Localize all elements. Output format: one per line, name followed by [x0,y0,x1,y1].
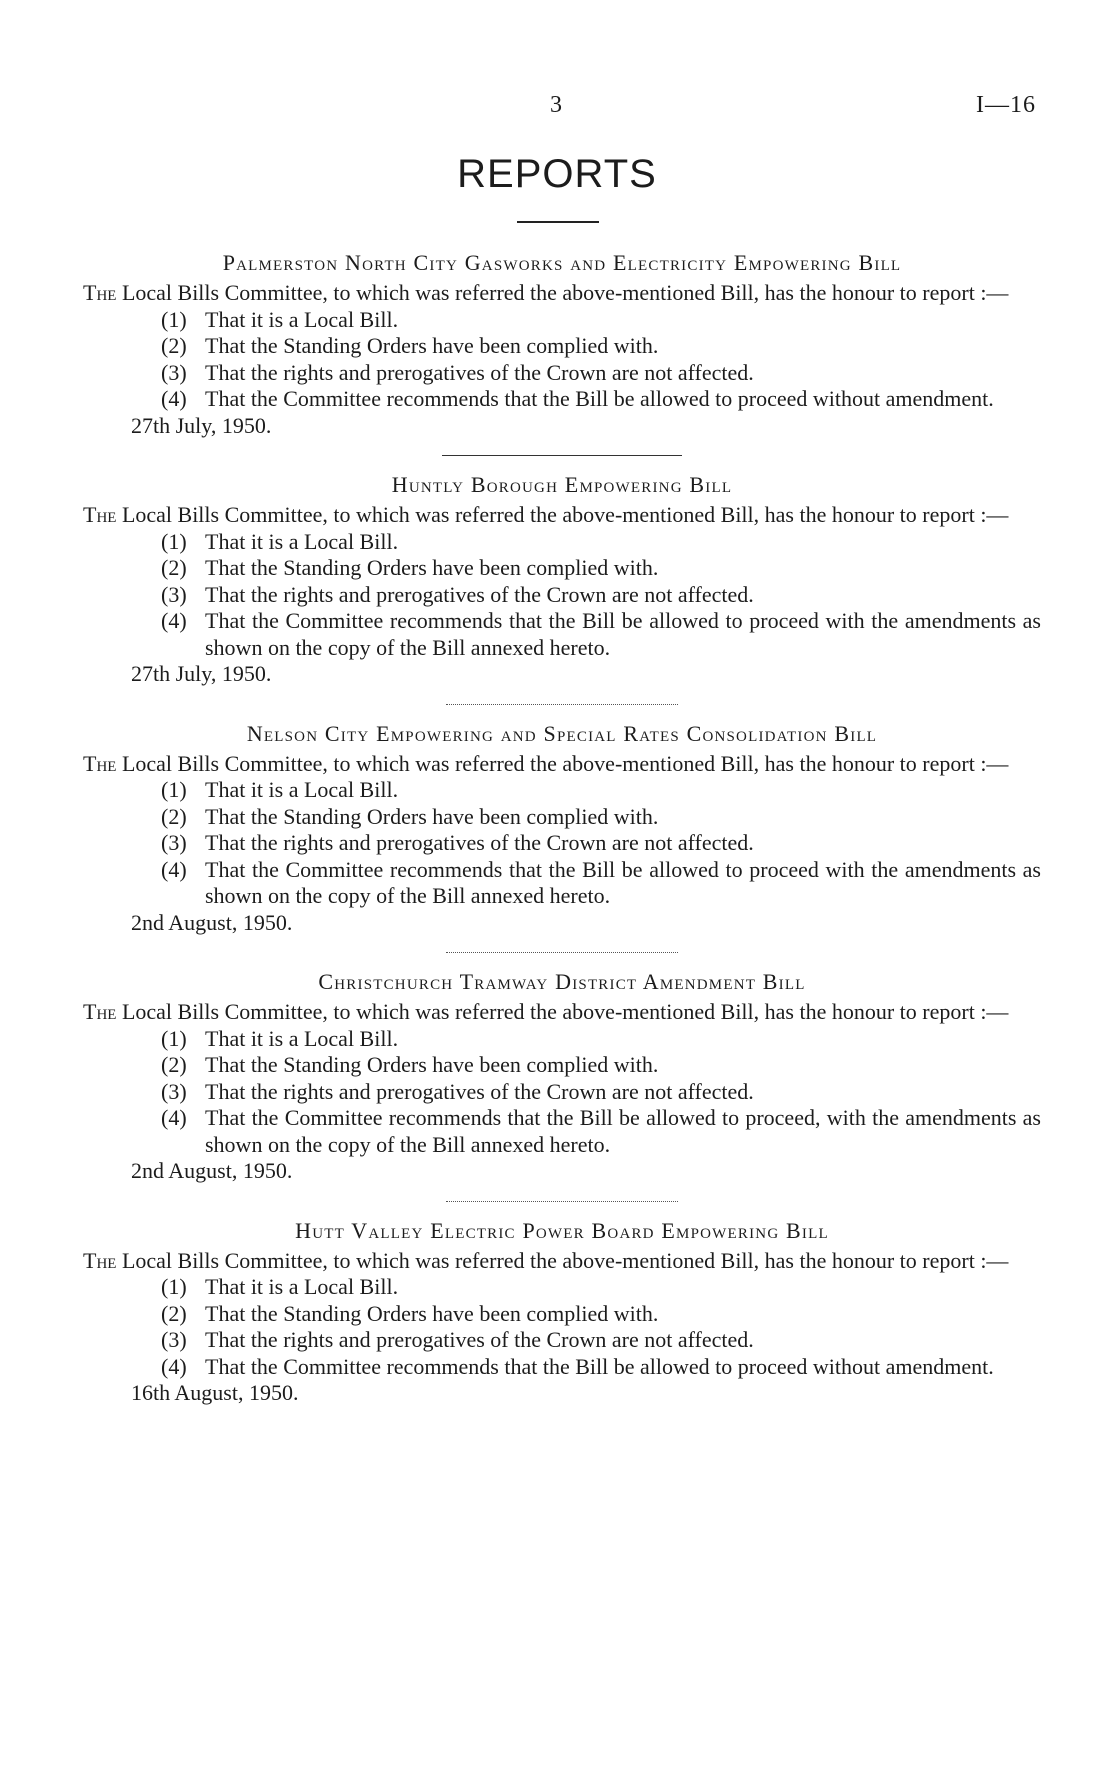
section-divider [446,952,678,953]
report-point [83,333,1041,360]
report-palmerston-north [83,248,1041,439]
report-nelson-city [83,719,1041,937]
intro-lead: The [83,502,117,527]
point-text: That the rights and prerogatives of the Crown are not affected. [205,581,754,607]
report-point [83,804,1041,831]
point-number: (3) [161,1327,187,1352]
point-text: That the Standing Orders have been complied with. [205,1300,659,1326]
intro-text: Local Bills Committee, to which was referred the above-mentioned Bill, has the honour to report :— [116,502,1009,527]
point-text: That it is a Local Bill. [205,777,399,802]
point-number: (3) [161,359,187,385]
report-points [83,777,1041,910]
report-point [83,1301,1041,1328]
point-number: (1) [161,306,187,332]
point-text: That it is a Local Bill. [205,306,399,332]
section-divider [442,455,682,456]
point-text: That the Committee recommends that the Bill be allowed to proceed with the amendments as shown on the copy of the Bill annexed hereto. [205,856,1041,908]
point-text: That the Committee recommends that the Bill be allowed to proceed with the amendments as shown on the copy of the Bill annexed hereto. [205,608,1041,660]
point-text: That the Standing Orders have been complied with. [205,555,659,580]
report-point [83,582,1041,609]
intro-text: Local Bills Committee, to which was referred the above-mentioned Bill, has the honour to report :— [116,750,1009,776]
report-point [83,555,1041,582]
point-text: That the rights and prerogatives of the Crown are not affected. [205,359,754,385]
bill-title: Nelson City Empowering and Special Rates Consolidation Bill [246,720,878,746]
point-number: (4) [161,386,187,411]
report-date: 27th July, 1950. [131,661,272,686]
report-intro [83,1248,1041,1275]
page-number: 3 [550,92,562,118]
point-number: (2) [161,333,187,358]
report-point [83,1327,1041,1354]
report-points [83,1026,1041,1159]
intro-lead: The [83,999,117,1024]
point-number: (4) [161,1105,187,1130]
point-number: (3) [161,581,187,607]
bill-title: Huntly Borough Empowering Bill [391,472,733,497]
report-point [83,360,1041,387]
point-text: That the rights and prerogatives of the Crown are not affected. [205,1327,754,1352]
report-point [83,1274,1041,1301]
intro-text: Local Bills Committee, to which was referred the above-mentioned Bill, has the honour to report :— [116,1247,1009,1273]
point-text: That the Committee recommends that the Bill be allowed to proceed without amendment. [205,1353,994,1379]
intro-text: Local Bills Committee, to which was referred the above-mentioned Bill, has the honour to report :— [116,280,1009,305]
report-huntly-borough [83,470,1041,688]
point-text: That the rights and prerogatives of the Crown are not affected. [205,830,754,855]
report-point [83,830,1041,857]
point-number: (1) [161,1274,187,1299]
report-point [83,529,1041,556]
report-point [83,608,1041,661]
bill-title: Christchurch Tramway District Amendment Bill [318,969,806,994]
point-text: That the Standing Orders have been complied with. [205,1052,659,1077]
point-number: (4) [161,1353,187,1379]
report-hutt-valley [83,1216,1041,1407]
report-point [83,1079,1041,1106]
intro-lead: The [83,1247,117,1273]
report-intro [83,999,1041,1026]
point-text: That the Committee recommends that the Bill be allowed to proceed without amendment. [205,386,994,411]
report-point [83,1105,1041,1158]
section-divider [446,704,678,705]
report-points [83,529,1041,662]
point-number: (2) [161,803,187,829]
point-text: That the rights and prerogatives of the Crown are not affected. [205,1078,754,1104]
report-date: 2nd August, 1950. [131,909,293,935]
report-christchurch-tramway [83,967,1041,1185]
intro-lead: The [83,750,117,776]
point-text: That it is a Local Bill. [205,528,399,554]
report-intro [83,751,1041,778]
report-point [83,1052,1041,1079]
report-point [83,857,1041,910]
page-title: REPORTS [457,152,657,196]
point-number: (1) [161,528,187,554]
page-header [0,92,1114,128]
document-reference: I—16 [976,92,1036,118]
title-rule [517,221,599,223]
point-number: (1) [161,777,187,802]
point-number: (4) [161,856,187,882]
section-divider [446,1201,678,1202]
point-number: (2) [161,1052,187,1077]
report-point [83,386,1041,413]
report-date: 27th July, 1950. [131,412,272,438]
bill-title: Hutt Valley Electric Power Board Empowering Bill [295,1217,829,1243]
report-point [83,1026,1041,1053]
report-point [83,1354,1041,1381]
point-text: That the Committee recommends that the Bill be allowed to proceed, with the amendments as shown on the copy of the Bill annexed hereto. [205,1105,1041,1157]
point-text: That it is a Local Bill. [205,1025,399,1051]
reports-content [83,248,1041,1407]
point-text: That the Standing Orders have been complied with. [205,333,659,358]
point-number: (4) [161,608,187,633]
point-number: (2) [161,1300,187,1326]
report-date: 2nd August, 1950. [131,1158,293,1183]
point-number: (2) [161,555,187,580]
intro-lead: The [83,280,117,305]
point-number: (1) [161,1025,187,1051]
report-intro [83,280,1041,307]
report-intro [83,502,1041,529]
report-points [83,1274,1041,1380]
point-text: That the Standing Orders have been complied with. [205,803,659,829]
bill-title: Palmerston North City Gasworks and Electricity Empowering Bill [222,250,902,275]
report-point [83,307,1041,334]
point-number: (3) [161,1078,187,1104]
point-number: (3) [161,830,187,855]
report-points [83,307,1041,413]
report-date: 16th August, 1950. [131,1380,299,1405]
report-point [83,777,1041,804]
intro-text: Local Bills Committee, to which was referred the above-mentioned Bill, has the honour to report :— [116,999,1009,1024]
point-text: That it is a Local Bill. [205,1274,399,1299]
